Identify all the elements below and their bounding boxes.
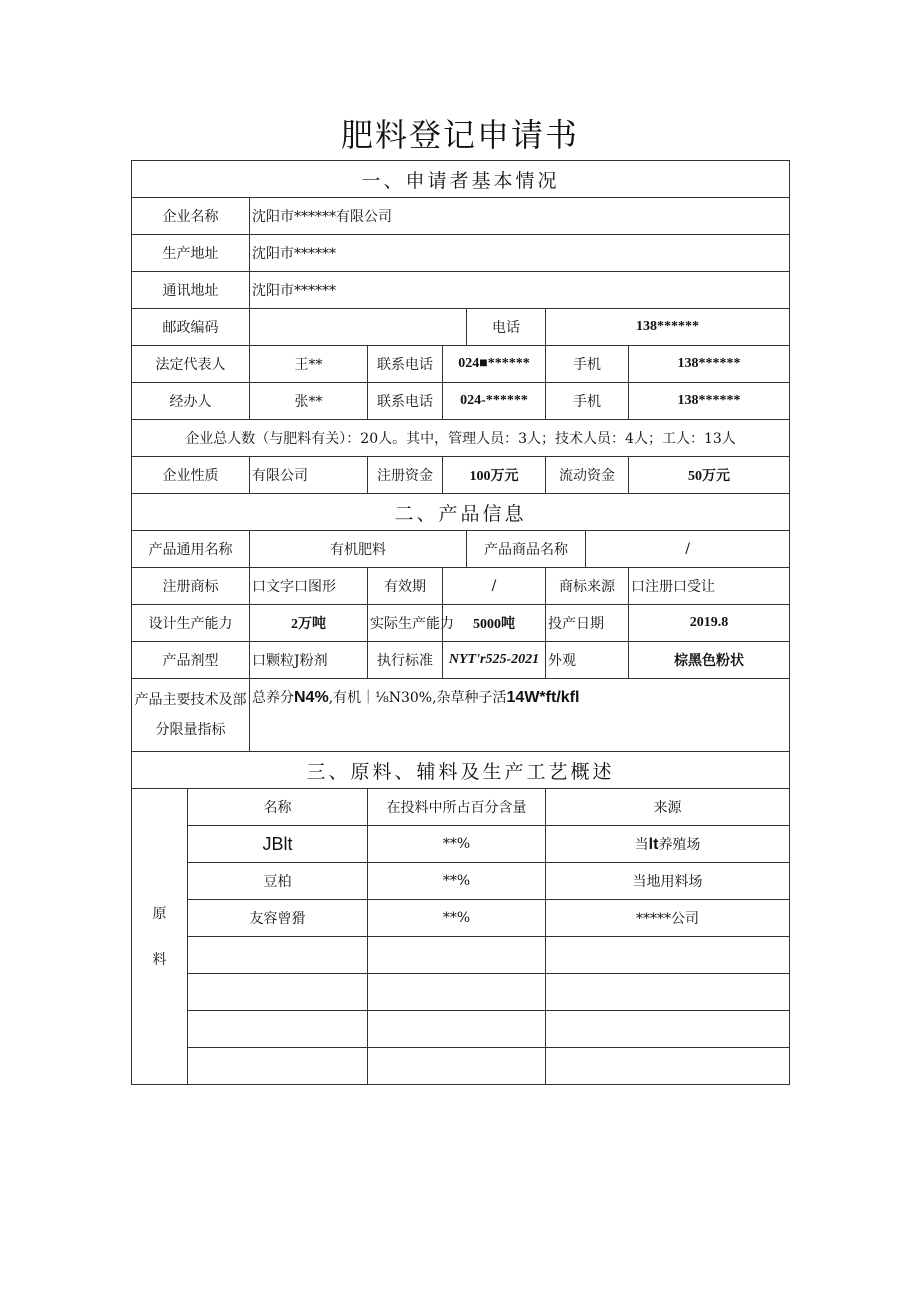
nature-value: 有限公司 <box>250 457 368 494</box>
tech-text-a: 总养分 <box>252 690 294 706</box>
product-name-row <box>132 531 790 568</box>
generic-name-label: 产品通用名称 <box>132 531 250 568</box>
empty-row <box>132 974 790 1011</box>
staff-summary: 企业总人数（与肥料有关）：20人。其中，管理人员：3人；技术人员：4人；工人：13人 <box>132 420 790 457</box>
section3-header: 三、原料、辅料及生产工艺概述 <box>132 752 790 789</box>
postcode-value <box>250 309 467 346</box>
document-title: 肥料登记申请书 <box>340 116 579 154</box>
source-part-b: lt <box>648 836 659 853</box>
col-source-header: 来源 <box>546 789 790 826</box>
validity-label: 有效期 <box>368 568 443 605</box>
tm-source-label: 商标来源 <box>546 568 629 605</box>
mailing-address-value: 沈阳市****** <box>250 272 790 309</box>
standard-value: NYT'r525-2021 <box>443 642 546 679</box>
trade-name-value: / <box>586 531 790 568</box>
material-name: 豆柏 <box>188 863 368 900</box>
trademark-row <box>132 568 790 605</box>
enterprise-nature-row <box>132 457 790 494</box>
col-percent-header: 在投料中所占百分含量 <box>368 789 546 826</box>
agent-tel-label: 联系电话 <box>368 383 443 420</box>
dosage-value: 口颗粒J粉剂 <box>250 642 368 679</box>
design-capacity-label: 设计生产能力 <box>132 605 250 642</box>
material-percent: **% <box>368 900 546 937</box>
appearance-label: 外观 <box>546 642 629 679</box>
company-name-row <box>132 198 790 235</box>
work-capital-label: 流动资金 <box>546 457 629 494</box>
production-address-label: 生产地址 <box>132 235 250 272</box>
trade-name-label: 产品商品名称 <box>467 531 586 568</box>
agent-label: 经办人 <box>132 383 250 420</box>
phone-value: 138****** <box>546 309 790 346</box>
empty-row <box>132 937 790 974</box>
legal-rep-label: 法定代表人 <box>132 346 250 383</box>
agent-mobile-value: 138****** <box>629 383 790 420</box>
dosage-label: 产品剂型 <box>132 642 250 679</box>
material-source: 当地用料场 <box>546 863 790 900</box>
standard-label: 执行标准 <box>368 642 443 679</box>
side-char-2: 料 <box>152 951 167 968</box>
section2-header: 二、产品信息 <box>132 494 790 531</box>
mailing-address-label: 通讯地址 <box>132 272 250 309</box>
tech-indicators-label: 产品主要技术及部分限量指标 <box>132 679 250 752</box>
material-percent: **% <box>368 863 546 900</box>
phone-label: 电话 <box>467 309 546 346</box>
company-name-label: 企业名称 <box>132 198 250 235</box>
tech-text-b: N4% <box>294 689 329 706</box>
appearance-value: 棕黑色粉状 <box>629 642 790 679</box>
table-row <box>132 863 790 900</box>
material-percent: **% <box>368 826 546 863</box>
col-name-header: 名称 <box>188 789 368 826</box>
production-address-value: 沈阳市****** <box>250 235 790 272</box>
legal-representative-row <box>132 346 790 383</box>
agent-value: 张** <box>250 383 368 420</box>
tm-source-value: 口注册口受让 <box>629 568 790 605</box>
staff-row <box>132 420 790 457</box>
trademark-label: 注册商标 <box>132 568 250 605</box>
material-source <box>546 826 790 863</box>
design-capacity-value: 2万吨 <box>250 605 368 642</box>
reg-capital-value: 100万元 <box>443 457 546 494</box>
materials-header-row <box>132 789 790 826</box>
validity-value: / <box>443 568 546 605</box>
material-source: *****公司 <box>546 900 790 937</box>
work-capital-value: 50万元 <box>629 457 790 494</box>
table-row <box>132 900 790 937</box>
legal-mobile-value: 138****** <box>629 346 790 383</box>
agent-mobile-label: 手机 <box>546 383 629 420</box>
legal-rep-value: 王** <box>250 346 368 383</box>
application-form-table <box>131 160 790 1085</box>
material-name: JBlt <box>188 826 368 863</box>
raw-materials-side-label <box>132 789 188 1085</box>
company-name-value: 沈阳市******有限公司 <box>250 198 790 235</box>
empty-row <box>132 1048 790 1085</box>
tech-indicators-value <box>250 679 790 752</box>
nature-label: 企业性质 <box>132 457 250 494</box>
agent-row <box>132 383 790 420</box>
start-date-value: 2019.8 <box>629 605 790 642</box>
legal-mobile-label: 手机 <box>546 346 629 383</box>
tech-text-d: 14W*ft/kfl <box>506 689 580 706</box>
mailing-address-row <box>132 272 790 309</box>
dosage-row <box>132 642 790 679</box>
actual-capacity-label: 实际生产能力 <box>368 605 443 642</box>
source-part-a: 当 <box>634 837 649 853</box>
source-part-c: 养殖场 <box>658 837 701 853</box>
generic-name-value: 有机肥料 <box>250 531 467 568</box>
production-address-row <box>132 235 790 272</box>
empty-row <box>132 1011 790 1048</box>
postcode-row <box>132 309 790 346</box>
agent-tel-value: 024-****** <box>443 383 546 420</box>
trademark-value: 口文字口图形 <box>250 568 368 605</box>
technical-indicators-row <box>132 679 790 752</box>
legal-tel-label: 联系电话 <box>368 346 443 383</box>
material-name: 友容曾猾 <box>188 900 368 937</box>
capacity-row <box>132 605 790 642</box>
legal-tel-value: 024■****** <box>443 346 546 383</box>
actual-capacity-value: 5000吨 <box>443 605 546 642</box>
start-date-label: 投产日期 <box>546 605 629 642</box>
tech-text-c: ,有机｜⅛N30%,杂草种子活 <box>328 690 507 706</box>
side-char-1: 原 <box>152 905 167 922</box>
reg-capital-label: 注册资金 <box>368 457 443 494</box>
postcode-label: 邮政编码 <box>132 309 250 346</box>
section1-header: 一、申请者基本情况 <box>132 161 790 198</box>
table-row <box>132 826 790 863</box>
